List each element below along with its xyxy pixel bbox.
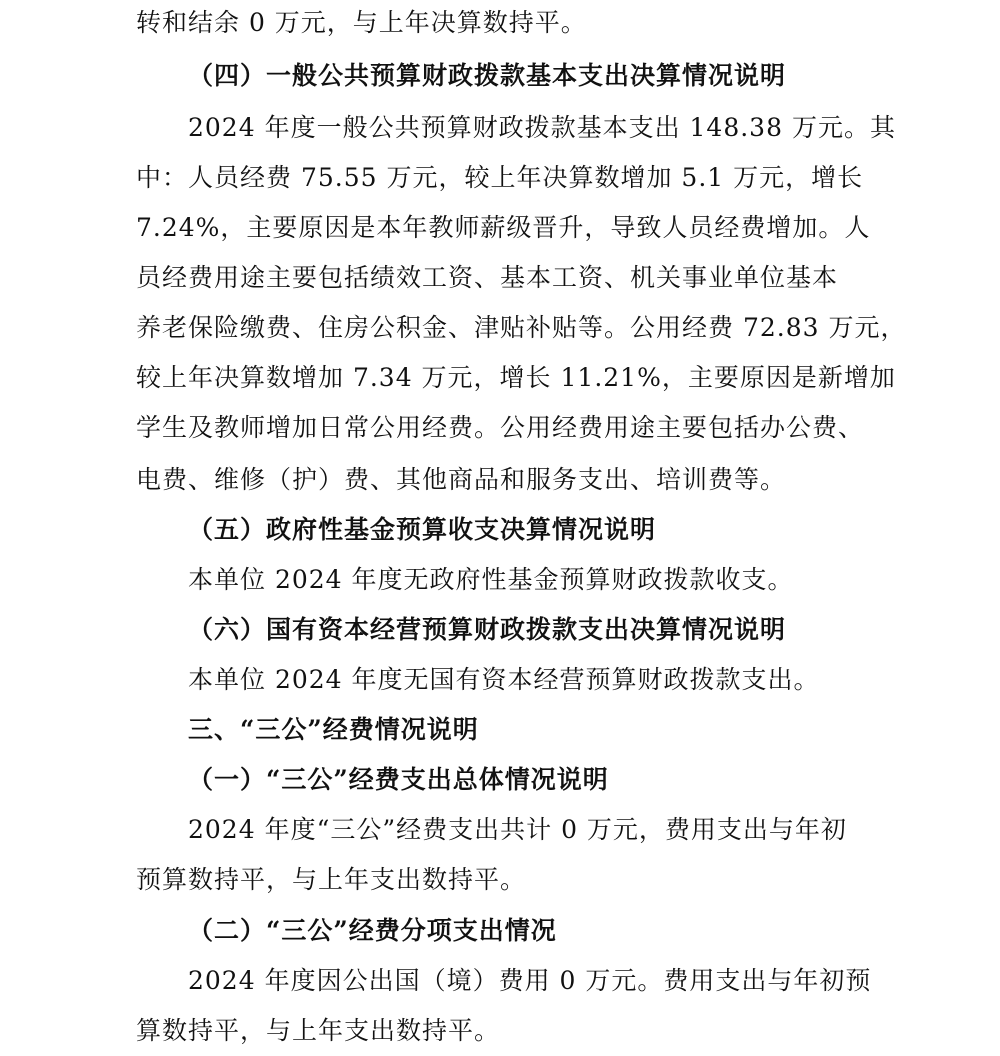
section-heading-4: （四）一般公共预算财政拨款基本支出决算情况说明 xyxy=(188,61,787,90)
section-heading-5: （五）政府性基金预算收支决算情况说明 xyxy=(188,515,657,544)
paragraph-line: 中：人员经费 75.55 万元，较上年决算数增加 5.1 万元，增长 xyxy=(136,163,864,192)
paragraph-line: 员经费用途主要包括绩效工资、基本工资、机关事业单位基本 xyxy=(136,263,839,292)
section-heading-6: （六）国有资本经营预算财政拨款支出决算情况说明 xyxy=(188,615,787,644)
paragraph-line: 2024 年度“三公”经费支出共计 0 万元，费用支出与年初 xyxy=(188,815,847,844)
paragraph-line: 本单位 2024 年度无政府性基金预算财政拨款收支。 xyxy=(188,565,794,594)
chapter-heading-3: 三、“三公”经费情况说明 xyxy=(188,715,479,744)
paragraph-line: 学生及教师增加日常公用经费。公用经费用途主要包括办公费、 xyxy=(136,413,865,442)
paragraph-line: 2024 年度因公出国（境）费用 0 万元。费用支出与年初预 xyxy=(188,966,872,995)
paragraph-line: 预算数持平，与上年支出数持平。 xyxy=(136,865,527,894)
paragraph-line: 本单位 2024 年度无国有资本经营预算财政拨款支出。 xyxy=(188,665,820,694)
paragraph-line: 算数持平，与上年支出数持平。 xyxy=(136,1016,501,1045)
paragraph-line: 转和结余 0 万元，与上年决算数持平。 xyxy=(136,8,587,37)
paragraph-line: 电费、维修（护）费、其他商品和服务支出、培训费等。 xyxy=(136,465,787,494)
subsection-heading-1: （一）“三公”经费支出总体情况说明 xyxy=(188,765,609,794)
subsection-heading-2: （二）“三公”经费分项支出情况 xyxy=(188,916,557,945)
paragraph-line: 养老保险缴费、住房公积金、津贴补贴等。公用经费 72.83 万元， xyxy=(136,313,907,342)
paragraph-line: 较上年决算数增加 7.34 万元，增长 11.21%，主要原因是新增加 xyxy=(136,363,896,392)
paragraph-line: 7.24%，主要原因是本年教师薪级晋升，导致人员经费增加。人 xyxy=(136,213,871,242)
paragraph-line: 2024 年度一般公共预算财政拨款基本支出 148.38 万元。其 xyxy=(188,113,896,142)
